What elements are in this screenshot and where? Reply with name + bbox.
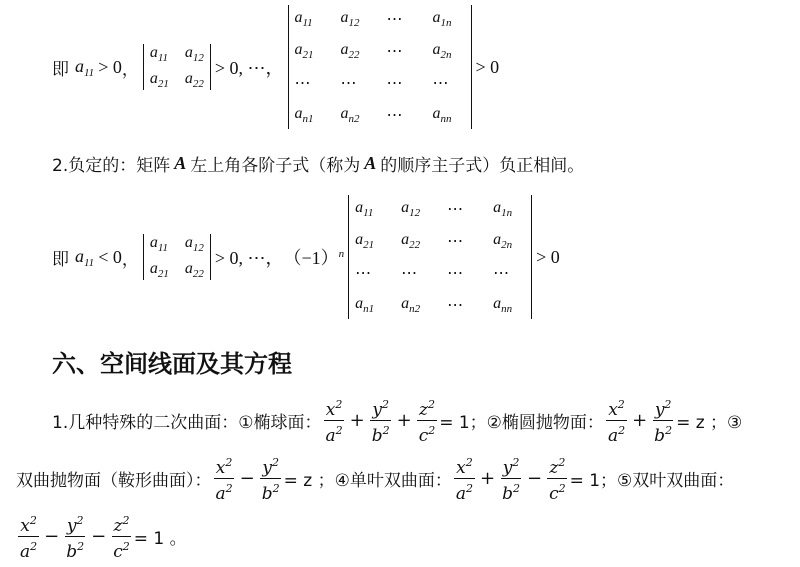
- det-cell: $a_{22}$: [184, 260, 204, 280]
- det-cell: ⋯: [447, 233, 464, 250]
- matrix-a-symbol: A: [364, 152, 377, 173]
- fraction-y2-b2: $\frac{y^2}{b^2}$: [652, 395, 674, 446]
- det-cell: ⋯: [386, 75, 403, 92]
- fraction-y2-b2: $\frac{y^2}{b^2}$: [260, 453, 282, 504]
- one-sheet-hyperboloid-rhs: = 1；⑤双叶双曲面：: [569, 470, 735, 491]
- det-cell: $a_{nn}$: [432, 105, 452, 125]
- det-cell: $a_{n2}$: [340, 105, 360, 125]
- minus-sign: −: [91, 525, 107, 547]
- det-cell: $a_{12}$: [401, 199, 421, 219]
- det-cell: $a_{nn}$: [493, 295, 513, 315]
- det-cell: ⋯: [493, 265, 510, 282]
- fraction-x2-a2: $\frac{x^2}{a^2}$: [214, 453, 235, 504]
- elliptic-paraboloid-rhs: = z ；③: [676, 412, 743, 433]
- sign-base: （−1）: [283, 248, 339, 268]
- negative-definite-text: [52, 150, 584, 176]
- matrix-a-symbol: A: [174, 152, 187, 173]
- ji-label: 即: [52, 249, 69, 270]
- surfaces-line-1: [52, 396, 742, 444]
- comma: ，: [121, 249, 139, 270]
- det-cell: $a_{12}$: [340, 9, 360, 29]
- det-cell: ⋯: [294, 75, 311, 92]
- plus-sign: +: [632, 409, 648, 431]
- det-cell: $a_{n2}$: [401, 295, 421, 315]
- determinant-nxn: [288, 5, 472, 129]
- fraction-y2-b2: $\frac{y^2}{b^2}$: [64, 511, 86, 562]
- fraction-z2-c2: $\frac{z^2}{c^2}$: [417, 395, 438, 446]
- det-cell: $a_{n1}$: [294, 105, 314, 125]
- det-cell: $a_{22}$: [340, 41, 360, 61]
- fraction-y2-b2: $\frac{y^2}{b^2}$: [500, 453, 522, 504]
- a11-term: $a_{11}$: [75, 55, 95, 79]
- tail-gt-zero: > 0: [475, 56, 500, 77]
- neg-def-part-b: 左上角各阶子式（称为: [190, 155, 361, 176]
- lt-zero: < 0: [98, 246, 122, 267]
- fraction-x2-a2: $\frac{x^2}{a^2}$: [606, 395, 627, 446]
- det-cell: $a_{2n}$: [493, 231, 513, 251]
- surfaces-line-3: [16, 512, 187, 560]
- det-cell: ⋯: [447, 265, 464, 282]
- det-cell: ⋯: [386, 43, 403, 60]
- det-cell: ⋯: [447, 297, 464, 314]
- det-cell: ⋯: [386, 11, 403, 28]
- det-cell: ⋯: [355, 265, 372, 282]
- neg-def-part-a: 2.负定的：矩阵: [52, 155, 171, 176]
- fraction-x2-a2: $\frac{x^2}{a^2}$: [18, 511, 39, 562]
- surfaces-intro: 1.几种特殊的二次曲面：①椭球面：: [52, 412, 322, 433]
- gt-zero-dots: > 0, ⋯，: [214, 248, 284, 268]
- two-sheet-hyperboloid-rhs: = 1 。: [133, 528, 187, 549]
- comma: ，: [121, 59, 139, 80]
- ji-label: 即: [52, 59, 69, 80]
- det-cell: $a_{1n}$: [432, 9, 452, 29]
- gt-zero-dots: > 0, ⋯，: [214, 58, 284, 78]
- det-cell: ⋯: [386, 107, 403, 124]
- determinant-nxn: [348, 195, 532, 319]
- det-cell: $a_{n1}$: [355, 295, 375, 315]
- fraction-x2-a2: $\frac{x^2}{a^2}$: [323, 395, 344, 446]
- determinant-2x2: [143, 44, 211, 90]
- minus-sign: −: [239, 467, 255, 489]
- hyperbolic-paraboloid-rhs: = z ；④单叶双曲面：: [283, 470, 452, 491]
- det-cell: $a_{11}$: [149, 44, 169, 64]
- det-cell: $a_{21}$: [355, 231, 375, 251]
- positive-definite-condition: [52, 8, 499, 126]
- fraction-z2-c2: $\frac{z^2}{c^2}$: [547, 453, 568, 504]
- plus-sign: +: [479, 467, 496, 489]
- fraction-x2-a2: $\frac{x^2}{a^2}$: [454, 453, 475, 504]
- det-cell: $a_{22}$: [401, 231, 421, 251]
- det-cell: $a_{11}$: [294, 9, 313, 29]
- det-cell: $a_{1n}$: [493, 199, 513, 219]
- det-cell: $a_{21}$: [149, 70, 169, 90]
- det-cell: $a_{11}$: [355, 199, 374, 219]
- det-cell: ⋯: [447, 201, 464, 218]
- det-cell: ⋯: [401, 265, 418, 282]
- det-cell: $a_{12}$: [184, 44, 204, 64]
- fraction-y2-b2: $\frac{y^2}{b^2}$: [370, 395, 392, 446]
- det-cell: $a_{21}$: [149, 260, 169, 280]
- determinant-2x2: [143, 234, 211, 280]
- sign-exponent: n: [338, 248, 345, 260]
- det-cell: $a_{12}$: [184, 234, 204, 254]
- neg-def-part-c: 的顺序主子式）负正相间。: [380, 155, 585, 176]
- plus-sign: +: [349, 409, 365, 431]
- det-cell: ⋯: [340, 75, 357, 92]
- tail-gt-zero: > 0: [536, 246, 560, 267]
- negative-definite-condition: [52, 198, 560, 316]
- hyperbolic-paraboloid-label: 双曲抛物面（鞍形曲面）：: [16, 470, 212, 491]
- section-title: 六、空间线面及其方程: [52, 349, 292, 378]
- det-cell: $a_{11}$: [149, 234, 169, 254]
- det-cell: $a_{22}$: [184, 70, 204, 90]
- a11-term: $a_{11}$: [75, 245, 95, 269]
- fraction-z2-c2: $\frac{z^2}{c^2}$: [111, 511, 132, 562]
- minus-sign: −: [44, 525, 60, 547]
- minus-sign: −: [526, 467, 543, 489]
- surfaces-line-2: [16, 454, 734, 502]
- plus-sign: +: [396, 409, 412, 431]
- det-cell: $a_{2n}$: [432, 41, 452, 61]
- gt-zero: > 0: [98, 56, 122, 77]
- sign-factor: [284, 244, 345, 270]
- det-cell: $a_{21}$: [294, 41, 314, 61]
- det-cell: ⋯: [432, 75, 449, 92]
- ellipsoid-rhs: = 1；②椭圆抛物面：: [439, 412, 604, 433]
